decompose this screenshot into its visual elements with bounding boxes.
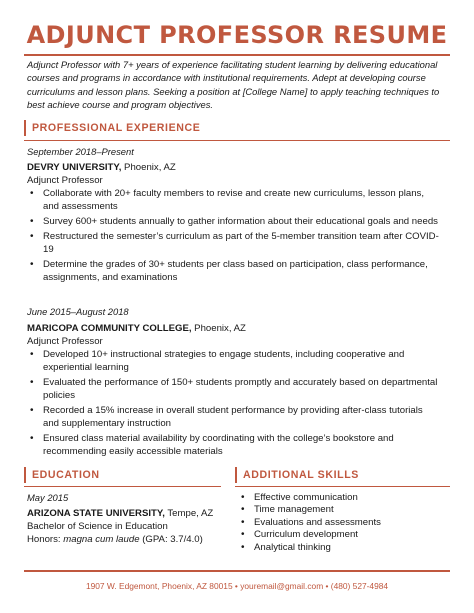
job-1-role: Adjunct Professor — [27, 175, 103, 186]
list-item: • Determine the grades of 30+ students per class based on participation, class performance, assignments, and examinations — [27, 258, 439, 284]
footer-separator: • — [232, 581, 241, 591]
contact-footer — [0, 580, 474, 592]
title-divider — [24, 54, 450, 56]
list-item: • Developed 10+ instructional strategies to engage students, including cooperative and experiential learning — [27, 348, 439, 374]
experience-heading: PROFESSIONAL EXPERIENCE — [24, 120, 200, 136]
job-2-dates: June 2015–August 2018 — [27, 306, 129, 317]
education-dates: May 2015 — [27, 492, 69, 503]
list-item: • Recorded a 15% increase in overall student performance by providing after-class tutorials and supplementary instruction — [27, 404, 439, 430]
job-2-role: Adjunct Professor — [27, 336, 103, 347]
education-divider — [24, 486, 221, 487]
job-2-employer — [27, 323, 246, 335]
list-item: • Evaluated the performance of 150+ students promptly and accurately based on departmental policies — [27, 376, 439, 402]
list-item: • Evaluations and assessments — [238, 517, 450, 529]
job-1-org: DEVRY UNIVERSITY, — [27, 162, 122, 173]
education-honors — [27, 534, 203, 546]
list-item: • Collaborate with 20+ faculty members to revise and create new curriculums, lesson plans, and assessments — [27, 187, 439, 213]
job-1-employer — [27, 162, 176, 174]
list-item: • Survey 600+ students annually to gather information about their educational goals and needs — [27, 215, 439, 228]
honors-value: magna cum laude — [63, 534, 140, 545]
job-2-location: Phoenix, AZ — [191, 323, 246, 334]
footer-phone[interactable]: (480) 527-4984 — [330, 581, 389, 591]
list-item: • Effective communication — [238, 492, 450, 504]
footer-address: 1907 W. Edgemont, Phoenix, AZ 80015 — [85, 581, 233, 591]
professional-summary: Adjunct Professor with 7+ years of experience facilitating student learning by delivering educational courses and programs in accordance with institutional requirements. Adept at developing course curriculums and lesson plans. Seeking a position at [College Name] to apply teaching techniques to best achieve course and program objectives. — [27, 59, 440, 111]
skills-list — [238, 492, 450, 554]
honors-gpa: (GPA: 3.7/4.0) — [139, 534, 203, 545]
list-item: • Ensured class material availability by coordinating with the college’s bookstore and recommending easily accessible materials — [27, 432, 439, 458]
list-item: • Curriculum development — [238, 529, 450, 541]
list-item: • Restructured the semester’s curriculum as part of the 5-member transition team after COVID-19 — [27, 230, 439, 256]
list-item: • Time management — [238, 504, 450, 516]
job-1-location: Phoenix, AZ — [121, 162, 176, 173]
education-school — [27, 508, 213, 520]
job-2-org: MARICOPA COMMUNITY COLLEGE, — [27, 323, 192, 334]
experience-divider — [24, 140, 450, 141]
footer-separator: • — [323, 581, 331, 591]
footer-email[interactable]: youremail@gmail.com — [240, 581, 324, 591]
education-degree: Bachelor of Science in Education — [27, 521, 168, 532]
resume-title: ADJUNCT PROFESSOR RESUME — [26, 21, 448, 49]
skills-divider — [235, 486, 450, 487]
education-location: Tempe, AZ — [164, 508, 214, 519]
honors-label: Honors: — [27, 534, 64, 545]
education-heading: EDUCATION — [24, 467, 100, 483]
job-1-bullets — [27, 187, 439, 286]
list-item: • Analytical thinking — [238, 542, 450, 554]
job-1-dates: September 2018–Present — [27, 146, 134, 157]
skills-heading: ADDITIONAL SKILLS — [235, 467, 359, 483]
footer-divider — [24, 570, 450, 572]
job-2-bullets — [27, 348, 439, 460]
education-org: ARIZONA STATE UNIVERSITY, — [27, 508, 165, 519]
